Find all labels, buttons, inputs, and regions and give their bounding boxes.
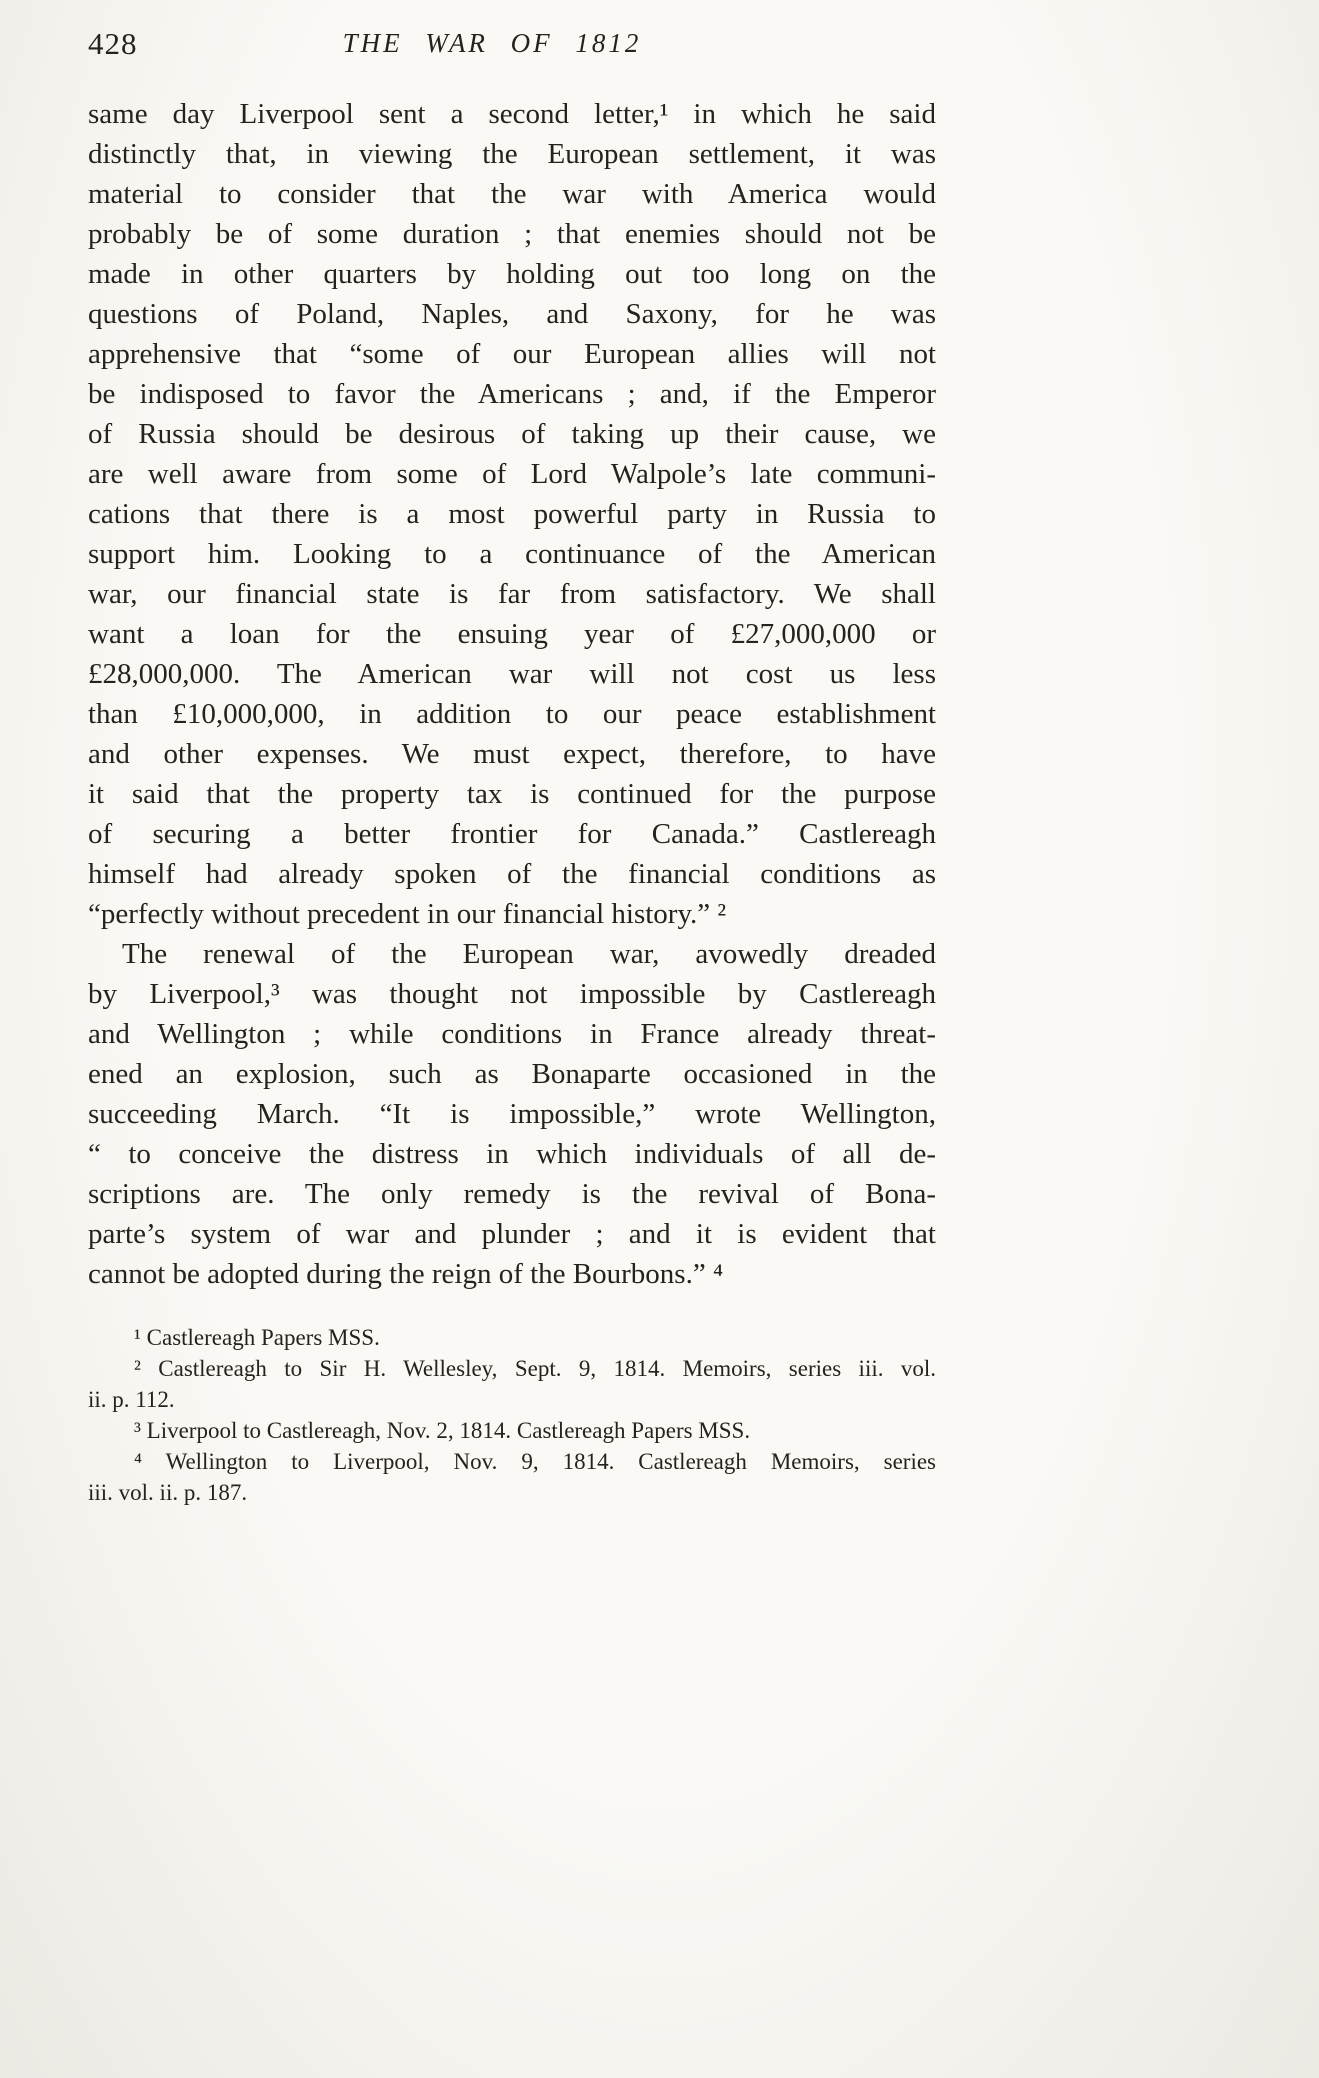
footnote — [88, 1446, 936, 1508]
text-line: probably be of some duration ; that enemies should not be — [88, 218, 936, 250]
footnote-line: ³ Liverpool to Castlereagh, Nov. 2, 1814. Castlereagh Papers MSS. — [134, 1418, 751, 1443]
text-line: “perfectly without precedent in our financial history.” ² — [88, 898, 727, 930]
text-line: support him. Looking to a continuance of the American — [88, 538, 936, 570]
text-line: cannot be adopted during the reign of the Bourbons.” ⁴ — [88, 1258, 724, 1290]
body-text — [88, 94, 936, 1294]
footnote-line: ¹ Castlereagh Papers MSS. — [134, 1325, 380, 1350]
footnotes — [88, 1322, 936, 1508]
text-line: same day Liverpool sent a second letter,¹ in which he said — [88, 98, 936, 130]
text-line: made in other quarters by holding out too long on the — [88, 258, 936, 290]
text-line: of securing a better frontier for Canada.” Castlereagh — [88, 818, 936, 850]
text-line: £28,000,000. The American war will not cost us less — [88, 658, 936, 690]
footnote — [88, 1353, 936, 1415]
page-content — [88, 26, 936, 1508]
text-line: apprehensive that “some of our European allies will not — [88, 338, 936, 370]
text-line: want a loan for the ensuing year of £27,000,000 or — [88, 618, 936, 650]
footnote — [88, 1415, 936, 1446]
text-line: of Russia should be desirous of taking up their cause, we — [88, 418, 936, 450]
text-line: succeeding March. “It is impossible,” wrote Wellington, — [88, 1098, 936, 1130]
footnote — [88, 1322, 936, 1353]
text-line: himself had already spoken of the financial conditions as — [88, 858, 936, 890]
footnote-line: ii. p. 112. — [88, 1387, 175, 1412]
text-line: and Wellington ; while conditions in France already threat- — [88, 1018, 936, 1050]
text-line: ened an explosion, such as Bonaparte occasioned in the — [88, 1058, 936, 1090]
text-line: scriptions are. The only remedy is the revival of Bona- — [88, 1178, 936, 1210]
text-line: cations that there is a most powerful party in Russia to — [88, 498, 936, 530]
text-line: distinctly that, in viewing the European settlement, it was — [88, 138, 936, 170]
text-line: questions of Poland, Naples, and Saxony, for he was — [88, 298, 936, 330]
paragraph — [88, 934, 936, 1294]
running-head — [88, 26, 936, 70]
footnote-line: ² Castlereagh to Sir H. Wellesley, Sept. 9, 1814. Memoirs, series iii. vol. — [134, 1356, 936, 1381]
footnote-line: ⁴ Wellington to Liverpool, Nov. 9, 1814. Castlereagh Memoirs, series — [134, 1449, 936, 1474]
text-line: parte’s system of war and plunder ; and it is evident that — [88, 1218, 936, 1250]
text-line: The renewal of the European war, avowedly dreaded — [122, 938, 936, 970]
paragraph — [88, 94, 936, 934]
footnote-line: iii. vol. ii. p. 187. — [88, 1480, 248, 1505]
text-line: war, our financial state is far from satisfactory. We shall — [88, 578, 936, 610]
running-title: THE WAR OF 1812 — [342, 28, 642, 58]
text-line: by Liverpool,³ was thought not impossible by Castlereagh — [88, 978, 936, 1010]
text-line: and other expenses. We must expect, therefore, to have — [88, 738, 936, 770]
text-line: “ to conceive the distress in which individuals of all de- — [88, 1138, 936, 1170]
page-number: 428 — [88, 26, 138, 61]
text-line: be indisposed to favor the Americans ; and, if the Emperor — [88, 378, 936, 410]
text-line: are well aware from some of Lord Walpole’s late communi- — [88, 458, 936, 490]
text-line: it said that the property tax is continued for the purpose — [88, 778, 936, 810]
text-line: material to consider that the war with America would — [88, 178, 936, 210]
text-line: than £10,000,000, in addition to our peace establishment — [88, 698, 936, 730]
